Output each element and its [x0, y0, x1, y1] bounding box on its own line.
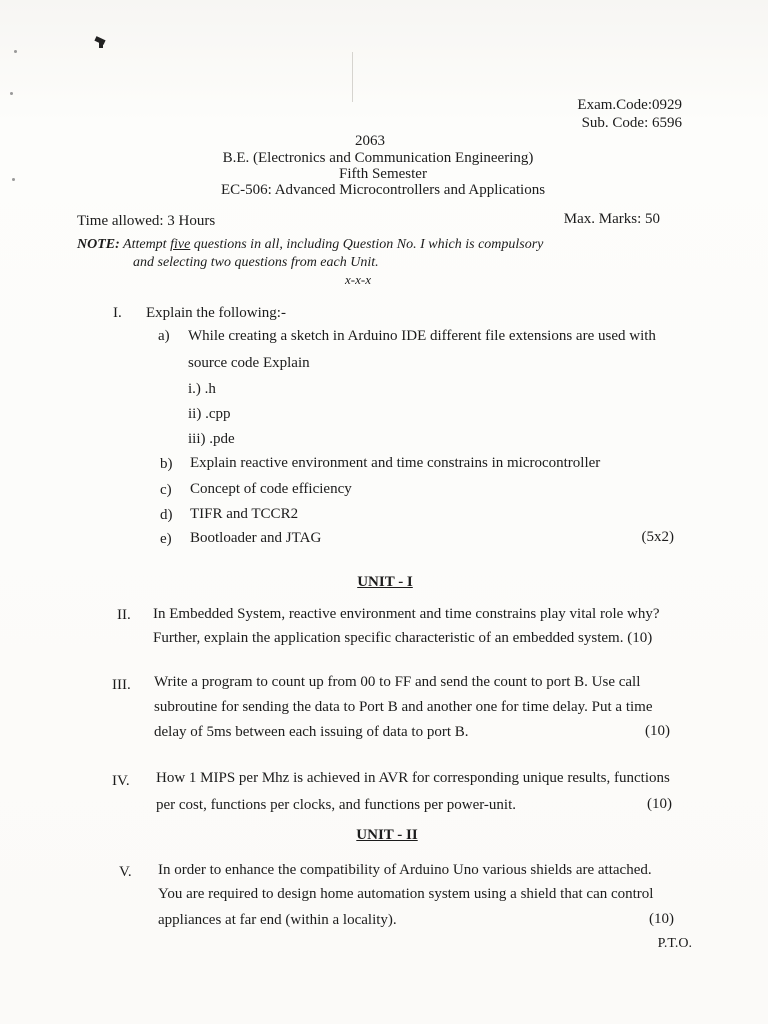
note-text-b: questions in all, including Question No. I which is compulsory — [190, 237, 544, 252]
q3-line-2: subroutine for sending the data to Port B and another one for time delay. Put a time — [154, 699, 653, 715]
q1b-label: b) — [160, 456, 173, 472]
subject-title: EC-506: Advanced Microcontrollers and Applications — [220, 182, 546, 198]
q4-line-2: per cost, functions per clocks, and functions per power-unit. — [156, 797, 517, 813]
q3-marks: (10) — [645, 723, 670, 739]
note-label: NOTE: — [77, 237, 120, 252]
q3-line-3: delay of 5ms between each issuing of data to port B. — [154, 724, 469, 740]
q1d-label: d) — [160, 507, 173, 523]
q3-number: III. — [112, 677, 131, 693]
degree-title: B.E. (Electronics and Communication Engineering) — [222, 150, 534, 166]
ink-mark-tail — [99, 42, 103, 48]
note-separator: x-x-x — [345, 272, 371, 287]
sub-code: Sub. Code: 6596 — [581, 115, 682, 131]
scan-speck — [10, 92, 13, 95]
q4-number: IV. — [112, 773, 130, 789]
unit-1-heading: UNIT - I — [357, 574, 413, 590]
q1d-text: TIFR and TCCR2 — [190, 506, 299, 522]
q1c-label: c) — [160, 482, 172, 498]
q1a-sub-iii: iii) .pde — [188, 431, 235, 447]
q1c-text: Concept of code efficiency — [190, 481, 352, 497]
q1e-label: e) — [160, 531, 172, 547]
q1a-sub-i: i.) .h — [188, 381, 216, 397]
please-turn-over: P.T.O. — [657, 936, 692, 951]
q1a-continued: source code Explain — [188, 355, 310, 371]
q1-marks: (5x2) — [641, 529, 674, 545]
q2-line-2: Further, explain the application specific characteristic of an embedded system. (10) — [153, 630, 653, 646]
scan-speck — [14, 50, 17, 53]
exam-code: Exam.Code:0929 — [577, 97, 682, 113]
q1-text: Explain the following:- — [146, 305, 286, 321]
note-five: five — [170, 237, 191, 252]
q5-number: V. — [119, 864, 132, 880]
time-allowed: Time allowed: 3 Hours — [77, 213, 216, 229]
exam-year: 2063 — [355, 133, 385, 149]
q1a-text: While creating a sketch in Arduino IDE different file extensions are used with — [188, 328, 656, 344]
semester: Fifth Semester — [339, 166, 427, 182]
q1a-label: a) — [158, 328, 170, 344]
q5-marks: (10) — [649, 911, 674, 927]
q4-line-1: How 1 MIPS per Mhz is achieved in AVR for corresponding unique results, functions — [156, 770, 670, 786]
fold-line — [352, 52, 353, 102]
q2-line-1: In Embedded System, reactive environment and time constrains play vital role why? — [153, 606, 660, 622]
note-text-a: Attempt — [123, 237, 171, 252]
q3-line-1: Write a program to count up from 00 to FF and send the count to port B. Use call — [154, 674, 641, 690]
q2-number: II. — [117, 607, 131, 623]
q4-marks: (10) — [647, 796, 672, 812]
q1-number: I. — [113, 305, 122, 321]
note-line-2: and selecting two questions from each Unit. — [133, 255, 379, 270]
max-marks: Max. Marks: 50 — [563, 211, 660, 227]
q5-line-1: In order to enhance the compatibility of Arduino Uno various shields are attached. — [158, 862, 652, 878]
q1e-text: Bootloader and JTAG — [190, 530, 322, 546]
q1b-text: Explain reactive environment and time constrains in microcontroller — [190, 455, 601, 471]
unit-2-heading: UNIT - II — [356, 827, 418, 843]
q5-line-2: You are required to design home automation system using a shield that can control — [158, 886, 654, 902]
note-line-1 — [77, 237, 543, 253]
q5-line-3: appliances at far end (within a locality). — [158, 912, 397, 928]
q1a-sub-ii: ii) .cpp — [188, 406, 231, 422]
